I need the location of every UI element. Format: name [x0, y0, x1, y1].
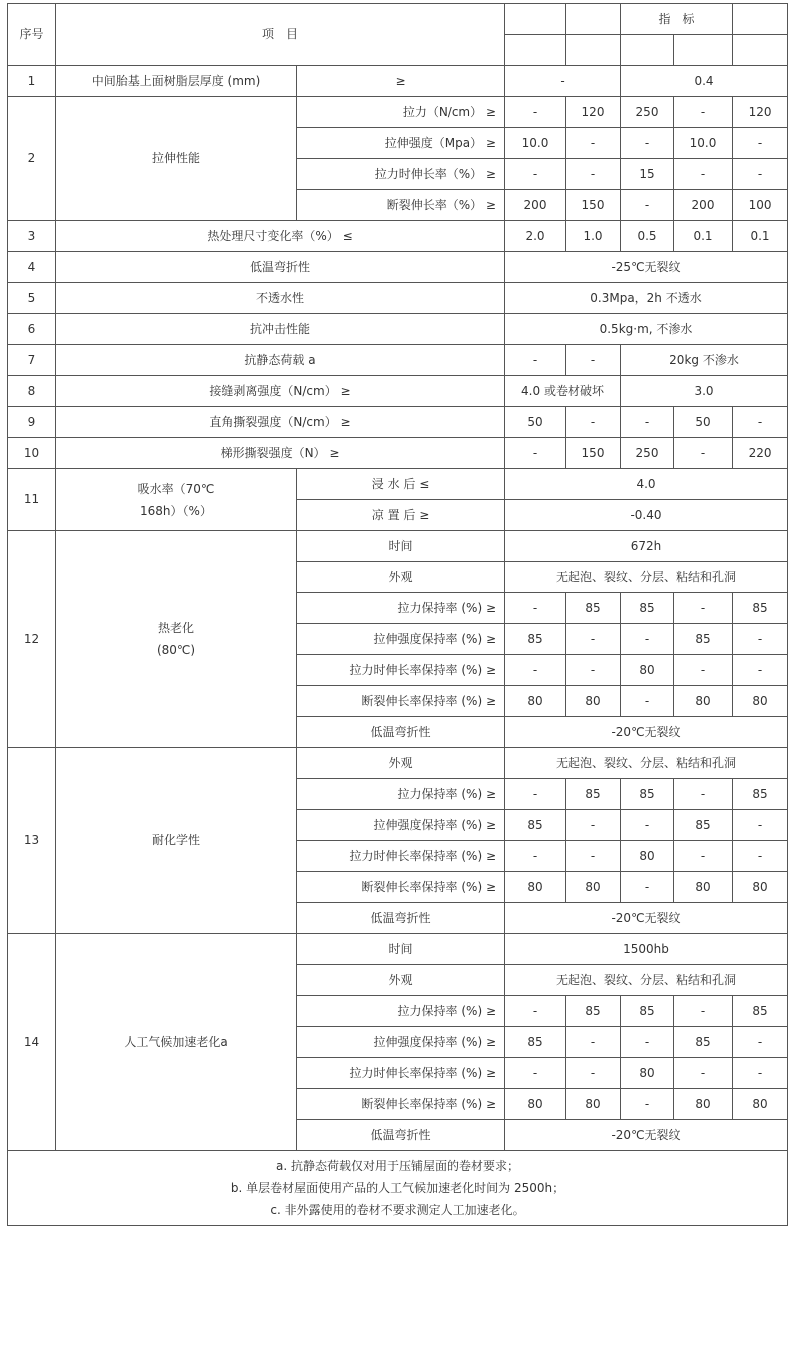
value-cell: - [621, 872, 674, 903]
sub-label: 拉伸强度保持率 (%) ≥ [297, 624, 505, 655]
row-number: 13 [8, 748, 56, 934]
value-cell: - [674, 159, 733, 190]
value-cell: - [733, 655, 788, 686]
sub-label: 外观 [297, 965, 505, 996]
row-number: 4 [8, 252, 56, 283]
value-cell: 80 [733, 872, 788, 903]
sub-label: 时间 [297, 934, 505, 965]
value-cell: 250 [621, 438, 674, 469]
value-cell: 0.1 [674, 221, 733, 252]
value-cell: 80 [674, 686, 733, 717]
header-blank-cell [674, 35, 733, 66]
sub-label: 断裂伸长率（%） ≥ [297, 190, 505, 221]
value-cell: 80 [733, 686, 788, 717]
footnote: a. 抗静态荷载仅对用于压铺屋面的卷材要求； [276, 1159, 519, 1173]
value-cell: 85 [505, 624, 566, 655]
sub-label: 外观 [297, 748, 505, 779]
value-cell: - [566, 1027, 621, 1058]
value-cell: - [733, 841, 788, 872]
sub-label: 拉伸强度保持率 (%) ≥ [297, 1027, 505, 1058]
row-label-line: 热老化 [157, 621, 194, 635]
value-cell: 250 [621, 97, 674, 128]
row-label: 抗静态荷载 a [56, 345, 505, 376]
value-cell: 1500hb [505, 934, 788, 965]
value-cell: - [566, 624, 621, 655]
value-cell: 无起泡、裂纹、分层、粘结和孔洞 [505, 748, 788, 779]
value-cell: - [566, 810, 621, 841]
value-cell: - [733, 407, 788, 438]
value-cell: - [505, 159, 566, 190]
value-cell: - [733, 159, 788, 190]
value-cell: 220 [733, 438, 788, 469]
value-cell: 85 [566, 593, 621, 624]
value-cell: - [674, 593, 733, 624]
value-cell: - [674, 97, 733, 128]
row-label-line: 吸水率（70℃ [137, 481, 215, 496]
value-cell: - [621, 1027, 674, 1058]
value-cell: 120 [566, 97, 621, 128]
row-number: 8 [8, 376, 56, 407]
row-label: 接缝剥离强度（N/cm） ≥ [56, 376, 505, 407]
row-number: 5 [8, 283, 56, 314]
value-cell: - [505, 1058, 566, 1089]
value-cell: 120 [733, 97, 788, 128]
sub-label: 拉力时伸长率（%） ≥ [297, 159, 505, 190]
value-cell: 85 [674, 624, 733, 655]
row-number: 6 [8, 314, 56, 345]
value-cell: 672h [505, 531, 788, 562]
value-cell: - [566, 655, 621, 686]
row-label: 抗冲击性能 [56, 314, 505, 345]
footnotes [8, 1151, 788, 1226]
value-cell: 80 [674, 1089, 733, 1120]
value-cell: - [505, 438, 566, 469]
sub-label: 拉力（N/cm） ≥ [297, 97, 505, 128]
value-cell: - [505, 97, 566, 128]
header-blank-cell [733, 4, 788, 35]
value-cell: - [733, 1058, 788, 1089]
sub-label: 断裂伸长率保持率 (%) ≥ [297, 1089, 505, 1120]
value-cell: 0.5 [621, 221, 674, 252]
row-number: 7 [8, 345, 56, 376]
row-label: 热处理尺寸变化率（%） ≤ [56, 221, 505, 252]
footnote: c. 非外露使用的卷材不要求测定人工加速老化。 [270, 1203, 525, 1217]
row-label [56, 531, 297, 748]
sub-label: 拉力保持率 (%) ≥ [297, 593, 505, 624]
row-label: 人工气候加速老化a [56, 934, 297, 1151]
value-cell: -20℃无裂纹 [505, 717, 788, 748]
value-cell: - [733, 128, 788, 159]
value-cell: - [566, 159, 621, 190]
value-cell: 3.0 [621, 376, 788, 407]
sub-label: 凉 置 后 ≥ [297, 500, 505, 531]
value-cell: 80 [674, 872, 733, 903]
value-cell: 200 [505, 190, 566, 221]
value-cell: 85 [505, 810, 566, 841]
value-cell: -20℃无裂纹 [505, 1120, 788, 1151]
value-cell: - [621, 624, 674, 655]
sub-label: 拉力时伸长率保持率 (%) ≥ [297, 841, 505, 872]
value-cell: - [674, 996, 733, 1027]
value-cell: 85 [621, 996, 674, 1027]
row-label: 中间胎基上面树脂层厚度 (mm) [56, 66, 297, 97]
value-cell: 80 [505, 1089, 566, 1120]
row-number: 3 [8, 221, 56, 252]
value-cell: - [674, 841, 733, 872]
value-cell: 0.3Mpa，2h 不透水 [505, 283, 788, 314]
value-cell: - [674, 655, 733, 686]
sub-label: 外观 [297, 562, 505, 593]
value-cell: - [621, 1089, 674, 1120]
value-cell: 0.1 [733, 221, 788, 252]
value-cell: - [621, 407, 674, 438]
value-cell: 85 [733, 593, 788, 624]
value-cell: 85 [674, 1027, 733, 1058]
row-number: 2 [8, 97, 56, 221]
row-label: 不透水性 [56, 283, 505, 314]
row-number: 14 [8, 934, 56, 1151]
sub-label: 低温弯折性 [297, 1120, 505, 1151]
value-cell: 85 [674, 810, 733, 841]
sub-label: 时间 [297, 531, 505, 562]
value-cell: 200 [674, 190, 733, 221]
value-cell: 4.0 [505, 469, 788, 500]
value-cell: 无起泡、裂纹、分层、粘结和孔洞 [505, 562, 788, 593]
sub-label: 拉伸强度（Mpa） ≥ [297, 128, 505, 159]
spec-table [7, 3, 788, 1226]
value-cell: 80 [505, 686, 566, 717]
value-cell: 1.0 [566, 221, 621, 252]
value-cell: - [505, 655, 566, 686]
row-label-line: 168h）（%） [140, 503, 212, 518]
value-cell: - [566, 841, 621, 872]
value-cell: 50 [674, 407, 733, 438]
row-number: 10 [8, 438, 56, 469]
value-cell: 85 [621, 593, 674, 624]
row-label: 直角撕裂强度（N/cm） ≥ [56, 407, 505, 438]
value-cell: - [621, 190, 674, 221]
row-label: 低温弯折性 [56, 252, 505, 283]
row-number: 12 [8, 531, 56, 748]
value-cell: - [733, 810, 788, 841]
value-cell: 0.4 [621, 66, 788, 97]
row-label-line: (80℃) [156, 643, 196, 657]
sub-label: 拉力时伸长率保持率 (%) ≥ [297, 655, 505, 686]
sub-label: 低温弯折性 [297, 717, 505, 748]
value-cell: 80 [566, 1089, 621, 1120]
value-cell: 0.5kg·m, 不渗水 [505, 314, 788, 345]
value-cell: 20kg 不渗水 [621, 345, 788, 376]
value-cell: -25℃无裂纹 [505, 252, 788, 283]
sub-label: 拉力时伸长率保持率 (%) ≥ [297, 1058, 505, 1089]
row-label: 耐化学性 [56, 748, 297, 934]
value-cell: - [566, 1058, 621, 1089]
row-label: 拉伸性能 [56, 97, 297, 221]
header-blank-cell [505, 4, 566, 35]
value-cell: - [674, 438, 733, 469]
value-cell: - [505, 841, 566, 872]
value-cell: - [674, 1058, 733, 1089]
header-blank-cell [621, 35, 674, 66]
value-cell: - [733, 624, 788, 655]
value-cell: -20℃无裂纹 [505, 903, 788, 934]
header-blank-cell [505, 35, 566, 66]
value-cell: - [505, 779, 566, 810]
value-cell: 80 [621, 841, 674, 872]
value-cell: - [505, 996, 566, 1027]
value-cell: 85 [566, 996, 621, 1027]
row-number: 9 [8, 407, 56, 438]
sub-label: 拉伸强度保持率 (%) ≥ [297, 810, 505, 841]
value-cell: - [674, 779, 733, 810]
value-cell: 85 [566, 779, 621, 810]
value-cell: - [621, 810, 674, 841]
value-cell: 80 [733, 1089, 788, 1120]
value-cell: 100 [733, 190, 788, 221]
value-cell: 4.0 或卷材破坏 [505, 376, 621, 407]
value-cell: 2.0 [505, 221, 566, 252]
value-cell: 80 [621, 1058, 674, 1089]
value-cell: 无起泡、裂纹、分层、粘结和孔洞 [505, 965, 788, 996]
row-condition: ≥ [297, 66, 505, 97]
sub-label: 断裂伸长率保持率 (%) ≥ [297, 686, 505, 717]
value-cell: 85 [733, 779, 788, 810]
value-cell: 10.0 [505, 128, 566, 159]
sub-label: 低温弯折性 [297, 903, 505, 934]
value-cell: 85 [505, 1027, 566, 1058]
value-cell: 80 [566, 872, 621, 903]
row-label: 梯形撕裂强度（N） ≥ [56, 438, 505, 469]
sub-label: 断裂伸长率保持率 (%) ≥ [297, 872, 505, 903]
value-cell: - [566, 345, 621, 376]
value-cell: 85 [733, 996, 788, 1027]
header-blank-cell [733, 35, 788, 66]
value-cell: -0.40 [505, 500, 788, 531]
header-seq: 序号 [8, 4, 56, 66]
value-cell: 85 [621, 779, 674, 810]
value-cell: 80 [566, 686, 621, 717]
value-cell: - [621, 686, 674, 717]
value-cell: - [566, 407, 621, 438]
header-blank-cell [566, 35, 621, 66]
value-cell: - [505, 345, 566, 376]
value-cell: 50 [505, 407, 566, 438]
value-cell: 15 [621, 159, 674, 190]
value-cell: - [505, 593, 566, 624]
header-index: 指 标 [621, 4, 733, 35]
footnote: b. 单层卷材屋面使用产品的人工气候加速老化时间为 2500h； [230, 1181, 565, 1195]
value-cell: - [621, 128, 674, 159]
sub-label: 拉力保持率 (%) ≥ [297, 779, 505, 810]
value-cell: 150 [566, 190, 621, 221]
header-item: 项 目 [56, 4, 505, 66]
row-number: 1 [8, 66, 56, 97]
row-number: 11 [8, 469, 56, 531]
value-cell: - [733, 1027, 788, 1058]
value-cell: 150 [566, 438, 621, 469]
value-cell: 80 [621, 655, 674, 686]
value-cell: 80 [505, 872, 566, 903]
row-label [56, 469, 297, 531]
sub-label: 浸 水 后 ≤ [297, 469, 505, 500]
sub-label: 拉力保持率 (%) ≥ [297, 996, 505, 1027]
value-cell: 10.0 [674, 128, 733, 159]
value-cell: - [566, 128, 621, 159]
value-cell: - [505, 66, 621, 97]
header-blank-cell [566, 4, 621, 35]
